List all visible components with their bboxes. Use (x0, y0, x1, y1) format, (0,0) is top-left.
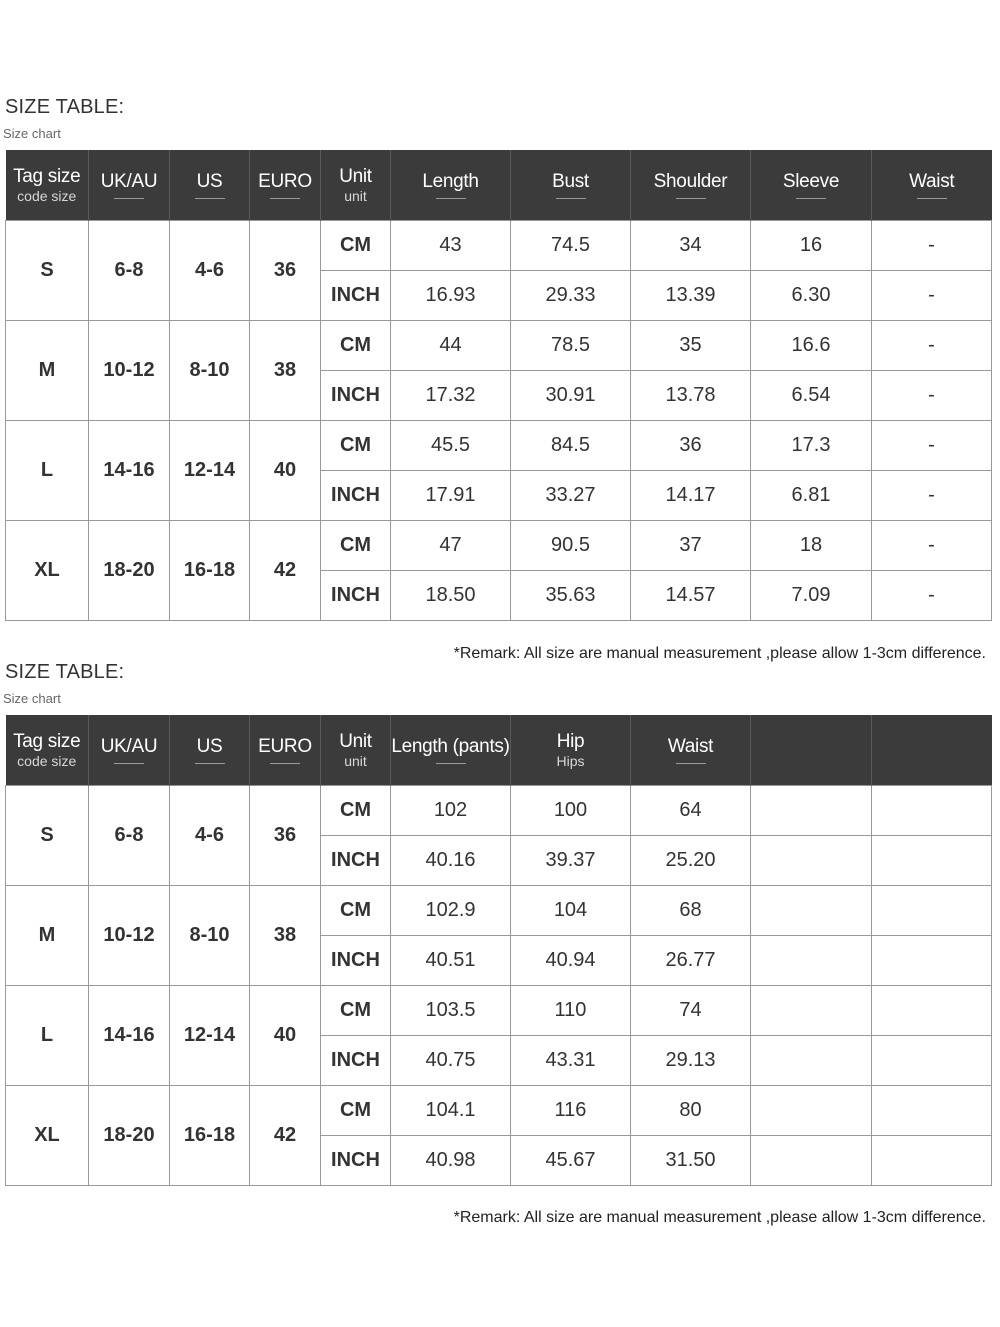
measurement-cell: 90.5 (511, 521, 631, 571)
column-header (751, 150, 872, 221)
column-header (6, 715, 89, 786)
column-header-label: EURO (258, 736, 312, 757)
tag-size-cell: S (6, 221, 89, 321)
column-header-sublabel: code size (17, 187, 77, 204)
column-header (631, 715, 751, 786)
measurement-cell: 64 (631, 786, 751, 836)
measurement-cell (872, 836, 992, 886)
unit-cell: INCH (321, 1136, 391, 1186)
measurement-cell: 104 (511, 886, 631, 936)
measurement-cell (872, 1086, 992, 1136)
measurement-cell: 104.1 (391, 1086, 511, 1136)
header-underline (195, 763, 225, 764)
measurement-cell: 16 (751, 221, 872, 271)
measurement-cell (872, 886, 992, 936)
column-header-label: Tag size (13, 165, 81, 187)
unit-cell: INCH (321, 471, 391, 521)
measurement-cell: 6.54 (751, 371, 872, 421)
unit-cell: CM (321, 1086, 391, 1136)
unit-cell: CM (321, 221, 391, 271)
measurement-cell: 29.13 (631, 1036, 751, 1086)
header-underline (436, 198, 466, 199)
measurement-cell: 40.98 (391, 1136, 511, 1186)
measurement-cell: 40.94 (511, 936, 631, 986)
measurement-cell: 116 (511, 1086, 631, 1136)
header-underline (195, 198, 225, 199)
column-header-label: US (196, 171, 223, 192)
measurement-cell: - (872, 321, 992, 371)
measurement-cell: 13.78 (631, 371, 751, 421)
tag-size-cell: M (6, 321, 89, 421)
column-header-label: UK/AU (100, 736, 158, 757)
column-header (170, 150, 250, 221)
measurement-cell: 16.6 (751, 321, 872, 371)
measurement-cell (872, 936, 992, 986)
header-underline (114, 763, 144, 764)
measurement-cell: - (872, 421, 992, 471)
section-subtitle: Size chart (3, 126, 61, 141)
unit-cell: CM (321, 986, 391, 1036)
measurement-cell: 6.81 (751, 471, 872, 521)
column-header (250, 715, 321, 786)
measurement-cell: 29.33 (511, 271, 631, 321)
uk-au-cell: 14-16 (89, 986, 170, 1086)
measurement-cell: 103.5 (391, 986, 511, 1036)
table-row (6, 1086, 992, 1136)
measurement-cell: 18 (751, 521, 872, 571)
measurement-cell: - (872, 271, 992, 321)
column-header-label: UK/AU (100, 171, 158, 192)
column-header (872, 715, 992, 786)
measurement-cell (751, 786, 872, 836)
column-header-label: EURO (258, 171, 312, 192)
uk-au-cell: 6-8 (89, 221, 170, 321)
measurement-cell: 14.17 (631, 471, 751, 521)
measurement-cell: 84.5 (511, 421, 631, 471)
column-header (321, 715, 391, 786)
measurement-cell: 40.75 (391, 1036, 511, 1086)
us-cell: 8-10 (170, 886, 250, 986)
header-row (6, 715, 992, 786)
uk-au-cell: 6-8 (89, 786, 170, 886)
column-header-label: Unit (339, 165, 372, 187)
unit-cell: CM (321, 421, 391, 471)
measurement-cell: 33.27 (511, 471, 631, 521)
header-underline (676, 198, 706, 199)
measurement-cell: 40.16 (391, 836, 511, 886)
measurement-cell: 31.50 (631, 1136, 751, 1186)
us-cell: 12-14 (170, 986, 250, 1086)
column-header (511, 715, 631, 786)
tag-size-cell: L (6, 986, 89, 1086)
uk-au-cell: 18-20 (89, 521, 170, 621)
tag-size-cell: XL (6, 1086, 89, 1186)
measurement-cell: 16.93 (391, 271, 511, 321)
uk-au-cell: 10-12 (89, 886, 170, 986)
column-header-label: Waist (667, 736, 714, 757)
column-header (511, 150, 631, 221)
measurement-cell: 14.57 (631, 571, 751, 621)
column-header (6, 150, 89, 221)
column-header (89, 715, 170, 786)
column-header (391, 150, 511, 221)
us-cell: 8-10 (170, 321, 250, 421)
us-cell: 16-18 (170, 521, 250, 621)
uk-au-cell: 14-16 (89, 421, 170, 521)
unit-cell: INCH (321, 371, 391, 421)
unit-cell: INCH (321, 271, 391, 321)
header-underline (556, 198, 586, 199)
measurement-cell: 80 (631, 1086, 751, 1136)
euro-cell: 36 (250, 221, 321, 321)
unit-cell: INCH (321, 1036, 391, 1086)
table-row (6, 421, 992, 471)
measurement-cell: - (872, 221, 992, 271)
euro-cell: 40 (250, 986, 321, 1086)
remark-text: *Remark: All size are manual measurement ,please allow 1-3cm difference. (453, 1209, 986, 1226)
measurement-cell (751, 1136, 872, 1186)
measurement-cell (872, 1136, 992, 1186)
measurement-cell: 34 (631, 221, 751, 271)
measurement-cell: 45.5 (391, 421, 511, 471)
measurement-cell: 74 (631, 986, 751, 1036)
tag-size-cell: S (6, 786, 89, 886)
column-header-label: Waist (909, 171, 955, 192)
measurement-cell: 30.91 (511, 371, 631, 421)
column-header-label: US (196, 736, 223, 757)
measurement-cell: 74.5 (511, 221, 631, 271)
measurement-cell: 7.09 (751, 571, 872, 621)
column-header (631, 150, 751, 221)
table-row (6, 221, 992, 271)
header-underline (796, 198, 826, 199)
measurement-cell: 44 (391, 321, 511, 371)
size-table (5, 715, 992, 1186)
section-title: SIZE TABLE: (5, 661, 125, 683)
measurement-cell: 25.20 (631, 836, 751, 886)
measurement-cell: 17.32 (391, 371, 511, 421)
unit-cell: INCH (321, 836, 391, 886)
euro-cell: 36 (250, 786, 321, 886)
measurement-cell: 45.67 (511, 1136, 631, 1186)
measurement-cell: 6.30 (751, 271, 872, 321)
unit-cell: INCH (321, 571, 391, 621)
section-title: SIZE TABLE: (5, 96, 125, 118)
column-header-label: Tag size (13, 730, 81, 752)
measurement-cell: - (872, 371, 992, 421)
us-cell: 4-6 (170, 786, 250, 886)
measurement-cell: - (872, 471, 992, 521)
column-header-label: Sleeve (782, 171, 840, 192)
us-cell: 12-14 (170, 421, 250, 521)
measurement-cell: 36 (631, 421, 751, 471)
column-header (391, 715, 511, 786)
table-row (6, 886, 992, 936)
measurement-cell: - (872, 521, 992, 571)
measurement-cell: 35 (631, 321, 751, 371)
measurement-cell: 110 (511, 986, 631, 1036)
uk-au-cell: 18-20 (89, 1086, 170, 1186)
measurement-cell (751, 1036, 872, 1086)
size-table (5, 150, 992, 621)
column-header (751, 715, 872, 786)
euro-cell: 38 (250, 886, 321, 986)
measurement-cell: 18.50 (391, 571, 511, 621)
measurement-cell: 39.37 (511, 836, 631, 886)
measurement-cell: 17.91 (391, 471, 511, 521)
tag-size-cell: L (6, 421, 89, 521)
measurement-cell: 17.3 (751, 421, 872, 471)
measurement-cell: - (872, 571, 992, 621)
unit-cell: CM (321, 786, 391, 836)
euro-cell: 40 (250, 421, 321, 521)
measurement-cell (751, 1086, 872, 1136)
header-underline (270, 763, 300, 764)
us-cell: 16-18 (170, 1086, 250, 1186)
header-underline (676, 763, 706, 764)
measurement-cell: 100 (511, 786, 631, 836)
column-header-sublabel: Hips (556, 752, 585, 769)
column-header-sublabel: code size (17, 752, 77, 769)
euro-cell: 42 (250, 521, 321, 621)
column-header-label: Length (pants) (391, 736, 510, 757)
column-header (89, 150, 170, 221)
unit-cell: INCH (321, 936, 391, 986)
measurement-cell (751, 986, 872, 1036)
column-header-label: Length (422, 171, 479, 192)
measurement-cell: 40.51 (391, 936, 511, 986)
measurement-cell (751, 886, 872, 936)
column-header-label: Unit (339, 730, 372, 752)
measurement-cell: 102 (391, 786, 511, 836)
header-underline (114, 198, 144, 199)
measurement-cell: 35.63 (511, 571, 631, 621)
table-row (6, 986, 992, 1036)
measurement-cell: 68 (631, 886, 751, 936)
us-cell: 4-6 (170, 221, 250, 321)
uk-au-cell: 10-12 (89, 321, 170, 421)
column-header (321, 150, 391, 221)
column-header (250, 150, 321, 221)
header-underline (270, 198, 300, 199)
tag-size-cell: M (6, 886, 89, 986)
column-header (872, 150, 992, 221)
measurement-cell: 13.39 (631, 271, 751, 321)
euro-cell: 42 (250, 1086, 321, 1186)
table-row (6, 786, 992, 836)
unit-cell: CM (321, 321, 391, 371)
measurement-cell: 43.31 (511, 1036, 631, 1086)
measurement-cell: 78.5 (511, 321, 631, 371)
header-underline (436, 763, 466, 764)
measurement-cell: 37 (631, 521, 751, 571)
unit-cell: CM (321, 521, 391, 571)
section-subtitle: Size chart (3, 691, 61, 706)
measurement-cell (872, 1036, 992, 1086)
header-row (6, 150, 992, 221)
measurement-cell: 47 (391, 521, 511, 571)
measurement-cell (751, 936, 872, 986)
euro-cell: 38 (250, 321, 321, 421)
measurement-cell (872, 986, 992, 1036)
column-header-sublabel: unit (344, 187, 367, 204)
unit-cell: CM (321, 886, 391, 936)
tag-size-cell: XL (6, 521, 89, 621)
measurement-cell: 43 (391, 221, 511, 271)
measurement-cell (751, 836, 872, 886)
measurement-cell (872, 786, 992, 836)
measurement-cell: 26.77 (631, 936, 751, 986)
column-header-label: Hip (556, 730, 585, 752)
table-row (6, 321, 992, 371)
remark-text: *Remark: All size are manual measurement ,please allow 1-3cm difference. (453, 645, 986, 662)
header-underline (917, 198, 947, 199)
column-header (170, 715, 250, 786)
measurement-cell: 102.9 (391, 886, 511, 936)
column-header-sublabel: unit (344, 752, 367, 769)
column-header-label: Shoulder (653, 171, 728, 192)
column-header-label: Bust (552, 171, 589, 192)
table-row (6, 521, 992, 571)
